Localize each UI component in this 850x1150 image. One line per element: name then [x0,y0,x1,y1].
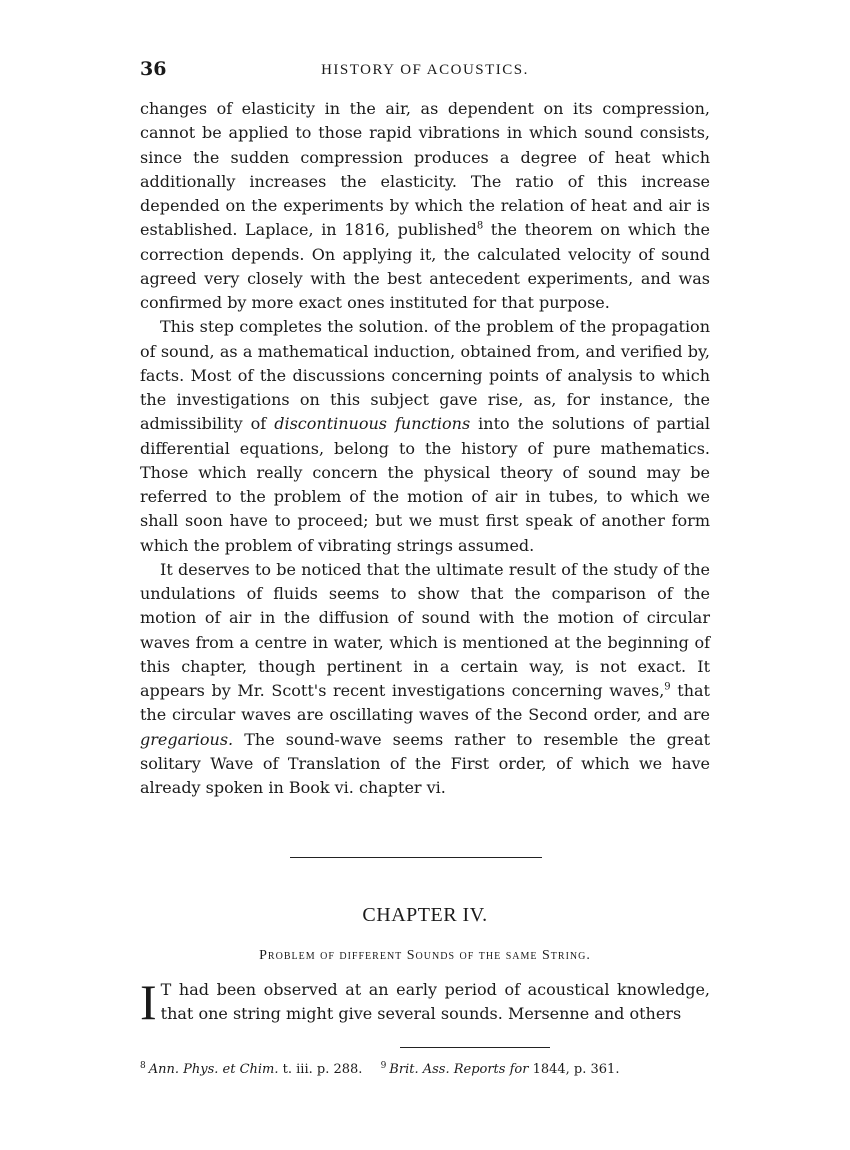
body-text [140,97,710,800]
paragraph-2-text-a: This step completes the solution. of the problem of the propagation of sound, as a mathematical induction, obtained from, and verified by, facts. Most of the discussions concerning points of analysis to which the investigations on this subject gave rise, as, for instance, the admissibility of [140,317,710,434]
footnote-9-source: Brit. Ass. Reports for [389,1062,529,1078]
footnote-divider [400,1047,550,1048]
chapter-subtitle: Problem of different Sounds of the same String. [259,948,591,963]
footnote-8-source: Ann. Phys. et Chim. [148,1062,279,1078]
paragraph-1-text-a: changes of elasticity in the air, as dependent on its compression, cannot be applied to those rapid vibrations in which sound consists, since the sudden compression produces a degree of heat which additionally increases the elasticity. The ratio of this increase depended on the experiments by which the relation of heat and air is established. Laplace, in 1816, published [140,99,710,240]
footnote-9-detail: 1844, p. 361. [528,1062,620,1078]
paragraph-1 [140,97,710,315]
chapter-title: CHAPTER IV. [362,904,488,926]
drop-cap: I [140,974,157,1030]
paragraph-3 [140,558,710,801]
paragraph-3-text-a: It deserves to be noticed that the ultimate result of the study of the undulations of fluids seems to show that the comparison of the motion of air in the diffusion of sound with the motion of circular waves from a centre in water, which is mentioned at the beginning of this chapter, though pertinent in a certain way, is not exact. It appears by Mr. Scott's recent investigations concerning waves, [140,559,710,700]
paragraph-2-emphasis: discontinuous functions [274,414,471,434]
paragraph-2-text-b: into the solutions of partial differential equations, belong to the history of pure mathematics. Those which really concern the physical theory of sound may be referred to the problem of the motion of air in tubes, to which we shall soon have to proceed; but we must first speak of another form which the problem of vibrating strings assumed. [140,414,711,555]
footnote-8-mark: 8 [140,1061,146,1071]
running-title: HISTORY OF ACOUSTICS. [321,62,529,78]
footnote-8 [140,1062,362,1077]
footnote-ref-8: 8 [476,220,484,232]
page-header [140,58,710,84]
footnote-8-detail: t. iii. p. 288. [278,1062,363,1078]
paragraph-2 [140,315,710,558]
paragraph-3-emphasis: gregarious. [140,729,234,749]
footnote-9-mark: 9 [380,1061,387,1071]
footnote-ref-9: 9 [664,681,671,693]
footnote-9 [381,1062,620,1077]
chapter-opening-text: T had been observed at an early period of acoustical knowledge, that one string might give several sounds. Mersenne and others [160,980,710,1023]
page-number: 36 [140,58,167,80]
paragraph-3-text-b: that the circular waves are oscillating waves of the Second order, and are [140,681,710,725]
section-divider [290,857,542,858]
chapter-opening [140,974,710,1030]
footnotes [140,1057,710,1079]
paragraph-1-text-b: the theorem on which the correction depends. On applying it, the calculated velocity of sound agreed very closely with the best antecedent experiments, and was confirmed by more exact ones instituted for that purpose. [140,220,710,312]
paragraph-3-text-c: The sound-wave seems rather to resemble the great solitary Wave of Translation of the First order, of which we have already spoken in Book vi. chapter vi. [140,729,710,797]
